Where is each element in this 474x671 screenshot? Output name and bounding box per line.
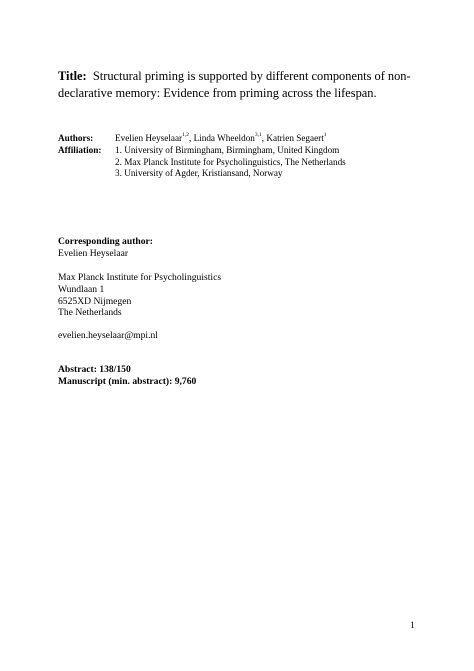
affiliation-item: 3. University of Agder, Kristiansand, Norway (115, 168, 283, 179)
author-affiliation-marker: 1 (323, 131, 327, 138)
title-label: Title: (58, 69, 87, 83)
paper-title: Structural priming is supported by different components of non-declarative memory: Evidence from priming across the lifespan. (58, 69, 411, 100)
affiliation-label: Affiliation: (58, 145, 102, 155)
authors-label: Authors: (58, 133, 94, 143)
affiliation-item: 2. Max Planck Institute for Psycholinguistics, The Netherlands (115, 156, 346, 167)
abstract-count: Abstract: 138/150 (58, 364, 131, 375)
author-name: Katrien Segaert (266, 133, 324, 143)
counts-block (58, 364, 196, 388)
author-affiliation-marker: 1,2 (182, 131, 189, 138)
author-separator: , (261, 133, 267, 143)
author-name: Linda Wheeldon (193, 133, 255, 143)
page-number: 1 (410, 620, 415, 631)
affiliation-list (115, 145, 346, 180)
address-line: Wundlaan 1 (58, 283, 105, 295)
corresponding-author-block (58, 236, 153, 260)
title-block (58, 68, 418, 102)
author-affiliation-marker: 3,1 (254, 131, 262, 138)
author-separator: , (188, 133, 194, 143)
author-name: Evelien Heyselaar (115, 133, 183, 143)
address-block (58, 272, 221, 319)
manuscript-count: Manuscript (min. abstract): 9,760 (58, 375, 197, 387)
corresponding-author-name: Evelien Heyselaar (58, 247, 129, 259)
address-line: 6525XD Nijmegen (58, 295, 132, 307)
address-line: Max Planck Institute for Psycholinguistics (58, 272, 222, 283)
corresponding-author-label: Corresponding author: (58, 236, 153, 247)
affiliation-item: 1. University of Birmingham, Birmingham, United Kingdom (115, 145, 340, 155)
address-line: The Netherlands (58, 307, 122, 319)
authors-list (115, 133, 327, 145)
email: evelien.heyselaar@mpi.nl (58, 330, 158, 341)
